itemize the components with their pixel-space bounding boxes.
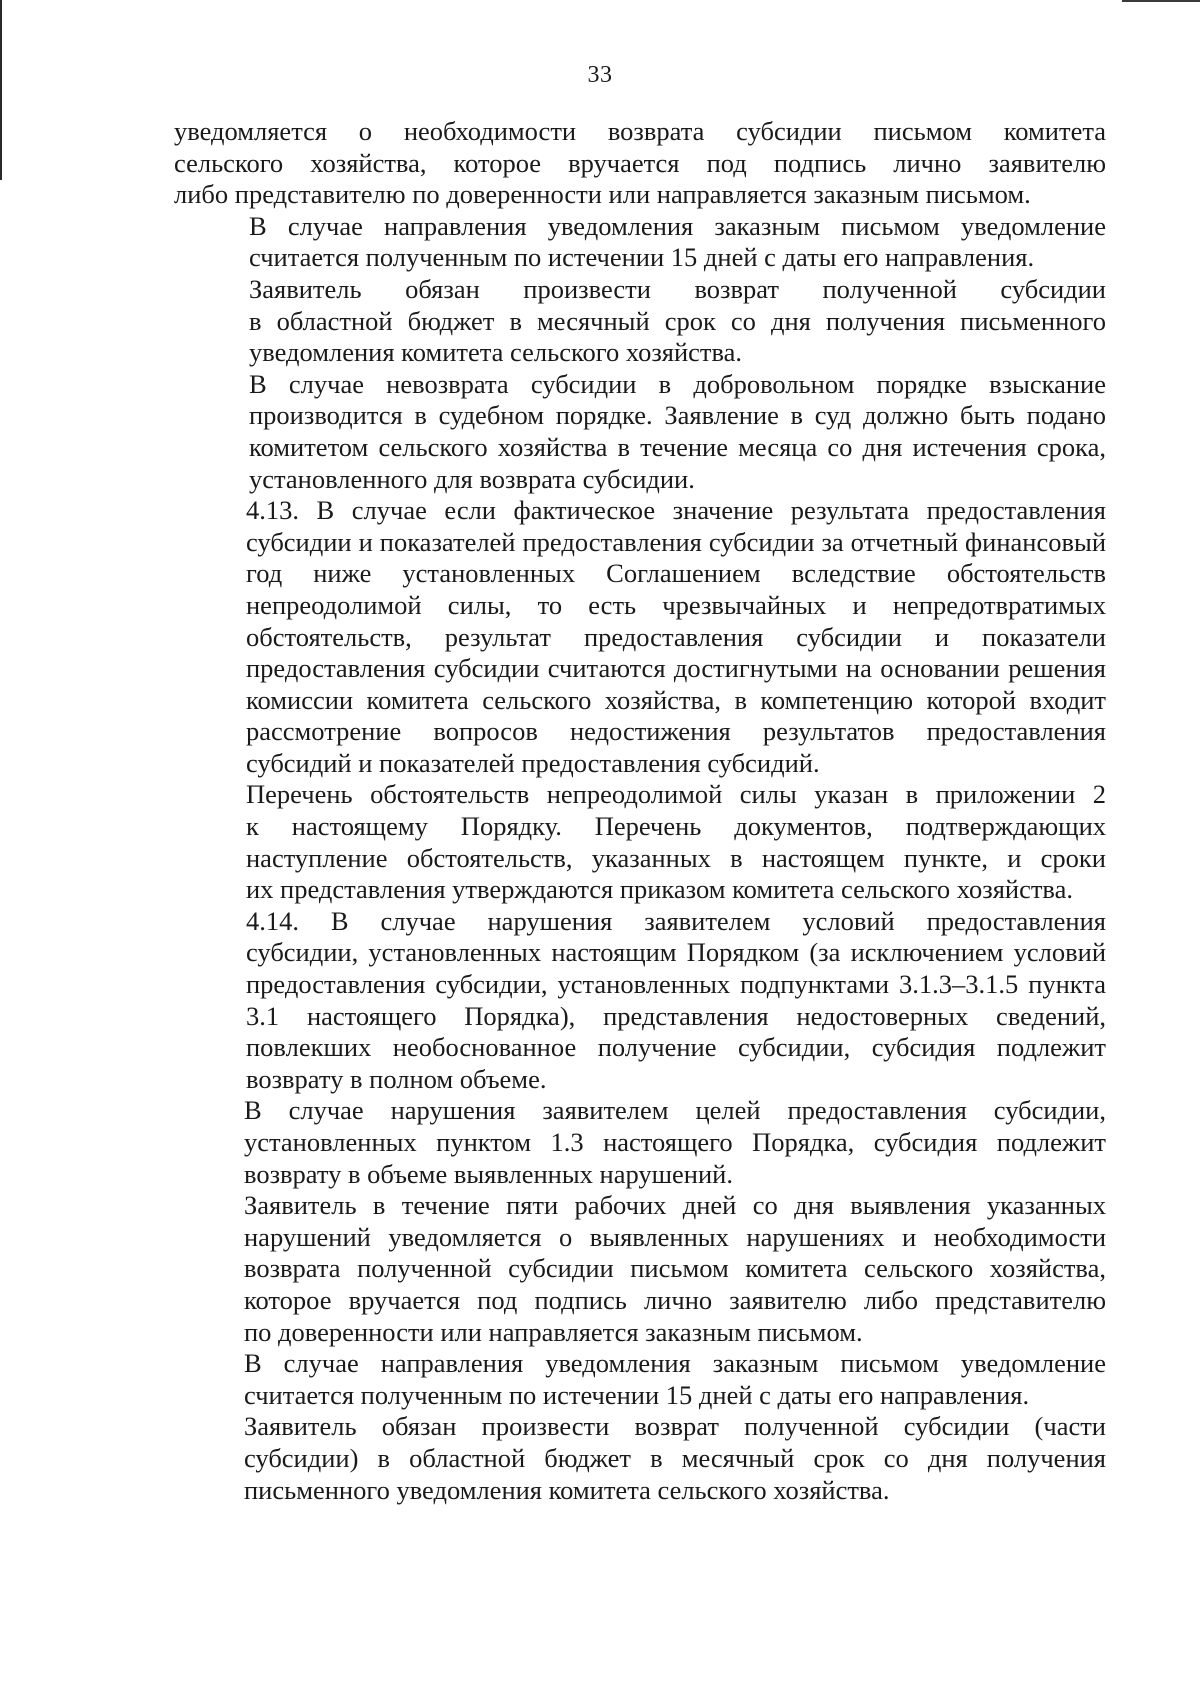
text-line: В случае нарушения заявителем целей предоставления субсидии, xyxy=(244,1095,1106,1126)
text-line: установленных пунктом 1.3 настоящего Порядка, субсидия подлежит xyxy=(244,1127,1106,1157)
text-line: субсидий и показателей предоставления субсидий. xyxy=(246,747,820,778)
text-line: субсидии, установленных настоящим Порядком (за исключением условий xyxy=(246,937,1106,968)
page-number: 33 xyxy=(587,62,613,88)
text-line: которое вручается под подпись лично заявителю либо представителю xyxy=(244,1284,1106,1315)
paragraph xyxy=(174,274,1106,369)
text-line: их представления утверждаются приказом комитета сельского хозяйства. xyxy=(246,874,1073,905)
text-line: В случае направления уведомления заказным письмом уведомление xyxy=(244,1348,1106,1379)
text-line: Перечень обстоятельств непреодолимой силы указан в приложении 2 xyxy=(246,779,1106,810)
text-line: сельского хозяйства, которое вручается под подпись лично заявителю xyxy=(174,147,1106,178)
text-line: уведомляется о необходимости возврата субсидии письмом комитета xyxy=(174,116,1106,146)
text-line: либо представителю по доверенности или направляется заказным письмом. xyxy=(174,179,1031,210)
text-line: к настоящему Порядку. Перечень документов, подтверждающих xyxy=(246,811,1106,842)
text-line: непреодолимой силы, то есть чрезвычайных и непредотвратимых xyxy=(246,589,1106,620)
text-line: субсидии и показателей предоставления субсидии за отчетный финансовый xyxy=(246,526,1106,557)
paragraph xyxy=(169,1095,1106,1190)
text-line: предоставления субсидии, установленных подпунктами 3.1.3–3.1.5 пункта xyxy=(246,969,1106,1000)
text-line: комиссии комитета сельского хозяйства, в компетенцию которой входит xyxy=(246,684,1106,715)
text-line: субсидии) в областной бюджет в месячный срок со дня получения xyxy=(244,1442,1106,1473)
text-line: по доверенности или направляется заказным письмом. xyxy=(244,1316,863,1347)
text-line: Заявитель обязан произвести возврат полученной субсидии (части xyxy=(244,1411,1106,1442)
text-line: в областной бюджет в месячный срок со дня получения письменного xyxy=(249,305,1106,336)
text-line: 3.1 настоящего Порядка), представления недостоверных сведений, xyxy=(246,1000,1106,1031)
paragraph xyxy=(169,1348,1106,1411)
paragraph xyxy=(174,369,1106,495)
text-line: считается полученным по истечении 15 дней с даты его направления. xyxy=(244,1379,1030,1410)
text-line: письменного уведомления комитета сельского хозяйства. xyxy=(244,1474,890,1505)
text-line: производится в судебном порядке. Заявление в суд должно быть подано xyxy=(249,400,1106,431)
scan-edge-top-right xyxy=(1122,0,1200,2)
text-line: возврату в полном объеме. xyxy=(246,1063,547,1094)
text-line: наступление обстоятельств, указанных в настоящем пункте, и сроки xyxy=(246,842,1106,873)
text-line: считается полученным по истечении 15 дней с даты его направления. xyxy=(249,242,1035,273)
paragraph xyxy=(171,779,1106,905)
text-line: Заявитель обязан произвести возврат полученной субсидии xyxy=(249,273,1106,304)
document-body xyxy=(174,116,1106,1506)
text-line: обстоятельств, результат предоставления субсидии и показатели xyxy=(246,621,1106,652)
text-line: год ниже установленных Соглашением вследствие обстоятельств xyxy=(246,558,1106,589)
text-line: возврату в объеме выявленных нарушений. xyxy=(244,1158,733,1189)
text-line: рассмотрение вопросов недостижения результатов предоставления xyxy=(246,716,1106,747)
text-line: комитетом сельского хозяйства в течение месяца со дня истечения срока, xyxy=(249,431,1106,462)
paragraph xyxy=(174,116,1106,211)
text-line: установленного для возврата субсидии. xyxy=(249,463,695,494)
text-line: В случае направления уведомления заказным письмом уведомление xyxy=(249,210,1106,241)
text-line: предоставления субсидии считаются достигнутыми на основании решения xyxy=(246,653,1106,684)
paragraph xyxy=(171,495,1106,779)
text-line: уведомления комитета сельского хозяйства. xyxy=(249,337,743,368)
text-line: 4.14. В случае нарушения заявителем условий предоставления xyxy=(246,905,1106,936)
scan-edge-left xyxy=(0,0,2,180)
paragraph xyxy=(174,211,1106,274)
paragraph xyxy=(169,1411,1106,1506)
text-line: В случае невозврата субсидии в добровольном порядке взыскание xyxy=(249,368,1106,399)
text-line: возврата полученной субсидии письмом комитета сельского хозяйства, xyxy=(244,1253,1106,1284)
text-line: Заявитель в течение пяти рабочих дней со дня выявления указанных xyxy=(244,1190,1106,1221)
paragraph xyxy=(171,906,1106,1096)
text-line: 4.13. В случае если фактическое значение результата предоставления xyxy=(246,495,1106,526)
text-line: повлекших необоснованное получение субсидии, субсидия подлежит xyxy=(246,1032,1106,1063)
text-line: нарушений уведомляется о выявленных нарушениях и необходимости xyxy=(244,1221,1106,1252)
paragraph xyxy=(169,1190,1106,1348)
